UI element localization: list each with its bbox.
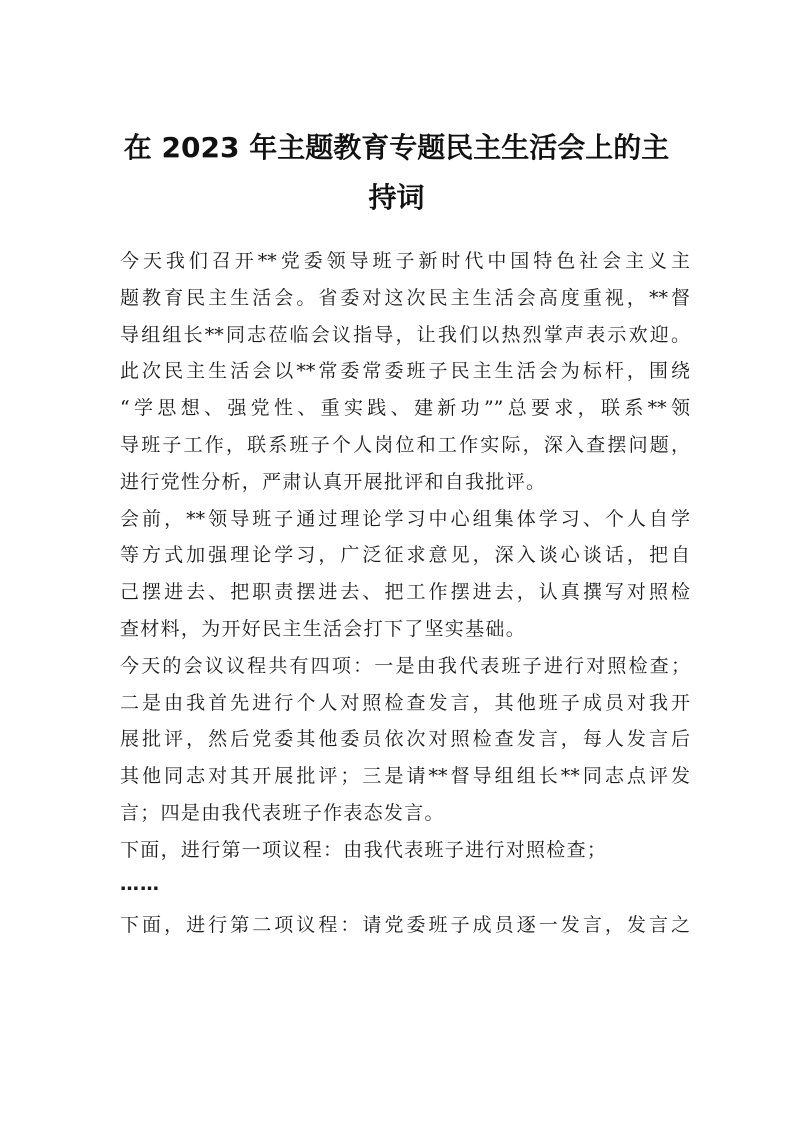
- body-line: 进行党性分析，严肃认真开展批评和自我批评。: [120, 470, 547, 493]
- body-line: 二是由我首先进行个人对照检查发言，其他班子成员对我开: [120, 691, 690, 714]
- document-body: [120, 243, 690, 943]
- body-line: 下面，进行第一项议程：由我代表班子进行对照检查；: [120, 838, 608, 861]
- body-line: 导班子工作，联系班子个人岗位和工作实际，深入查摆问题，: [120, 433, 690, 456]
- ellipsis-line: ……: [120, 872, 160, 895]
- body-line: 今天的会议议程共有四项：一是由我代表班子进行对照检查；: [120, 654, 690, 677]
- document-title-line-1: 在 2023 年主题教育专题民主生活会上的主: [123, 131, 670, 164]
- body-line: 其他同志对其开展批评；三是请**督导组组长**同志点评发: [120, 765, 690, 788]
- body-line: 题教育民主生活会。省委对这次民主生活会高度重视，**督: [120, 286, 690, 309]
- body-line: “学思想、强党性、重实践、建新功””总要求，联系**领: [120, 397, 690, 420]
- body-line: 己摆进去、把职责摆进去、把工作摆进去，认真撰写对照检: [120, 581, 690, 604]
- body-line: 言；四是由我代表班子作表态发言。: [120, 801, 445, 824]
- body-line: 今天我们召开**党委领导班子新时代中国特色社会主义主: [120, 250, 690, 272]
- body-line: 下面，进行第二项议程：请党委班子成员逐一发言，发言之: [120, 913, 690, 936]
- body-line: 导组组长**同志莅临会议指导，让我们以热烈掌声表示欢迎。: [120, 323, 690, 346]
- body-line: 会前，**领导班子通过理论学习中心组集体学习、个人自学: [120, 507, 690, 530]
- body-line: 展批评，然后党委其他委员依次对照检查发言，每人发言后: [120, 728, 690, 751]
- body-line: 查材料，为开好民主生活会打下了坚实基础。: [120, 617, 527, 640]
- document-title-line-2: 持词: [368, 181, 425, 214]
- body-line: 此次民主生活会以**常委常委班子民主生活会为标杆，围绕: [120, 360, 690, 383]
- body-line: 等方式加强理论学习，广泛征求意见，深入谈心谈话，把自: [120, 544, 690, 567]
